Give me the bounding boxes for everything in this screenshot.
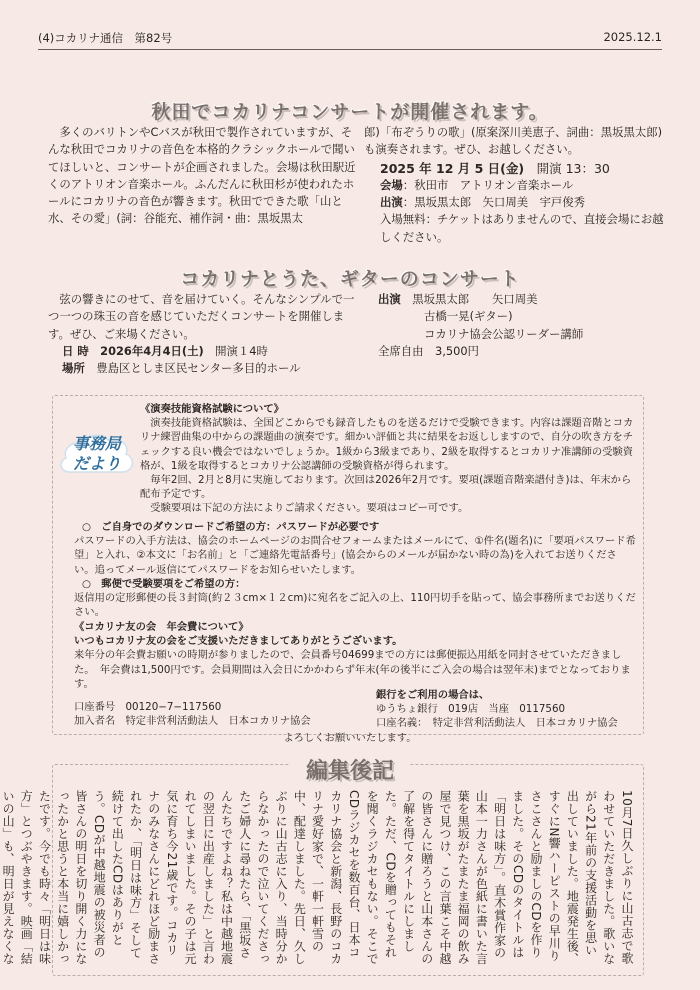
download-section — [74, 520, 636, 577]
editor-note-body — [1, 790, 636, 966]
bank-info — [376, 688, 618, 731]
article1-date: 2025 年 12 月 5 日(金) — [380, 160, 525, 176]
article1-cast-label: 出演 — [380, 195, 403, 210]
article2-open-time: 開演１4時 — [215, 343, 268, 358]
article1-entry: 入場無料：チケットはありませんので、直接会場にお越しください。 — [380, 212, 664, 244]
exam-body-2: 毎年2回、2月と8月に実施しております。次回は2026年2月です。要項(課題音階楽譜付き)は、年末から配布予定です。 — [140, 474, 632, 501]
office-badge-text — [58, 434, 136, 474]
article2-cast-label: 出演 — [378, 292, 401, 306]
article2-date: 2026年4月4日(土) — [100, 343, 204, 358]
mail-title: ○ 郵便で受験要項をご希望の方： — [82, 578, 246, 590]
article2-cast-3: コカリナ協会公認リーダー講師 — [424, 326, 584, 341]
bank-title: 銀行をご利用の場合は、 — [376, 689, 490, 701]
article2-paragraph: 弦の響きにのせて、音を届けていく。そんなシンプルで一つ一つの珠玉の音を感じていただくコンサートを開催します。ぜひ、ご来場ください。 — [48, 292, 355, 341]
article2-venue-row — [48, 360, 358, 377]
exam-section — [140, 402, 635, 516]
article2-venue: 豊島区としま区民センター多目的ホール — [96, 361, 301, 376]
header-divider — [38, 49, 662, 50]
article1-venue-label: 会場 — [380, 177, 403, 192]
article2-body-left — [48, 291, 358, 377]
regards-text: よろしくお願いいたします。 — [283, 732, 417, 744]
article2-title: コカリナとうた、ギターのコンサート — [180, 268, 520, 290]
office-badge-line2: だより — [72, 454, 121, 473]
postal-line-2: 加入者名 特定非営利活動法人 日本コカリナ協会 — [74, 715, 311, 728]
article1-venue: ：秋田市 アトリオン音楽ホール — [402, 177, 574, 192]
office-badge-line1: 事務局 — [72, 434, 121, 453]
article2-cast-1: 黒坂黒太郎 矢口周美 — [412, 292, 538, 306]
bank-line-1: ゆうちょ銀行 019店 当座 0117560 — [376, 703, 566, 716]
editor-note-title: 編集後記 — [290, 754, 410, 785]
fee-body-1: いつもコカリナ友の会をご支援いただきましてありがとうございます。 — [74, 635, 403, 648]
article2-venue-label: 場所 — [62, 361, 85, 376]
editor-note-text: 10月7日久しぶりに山古志で歌わせていただきました。歌いながら21年前の支援活動を思い出していました。地震発生後、すぐにN響ハーピストの早川りさこさんと励ましのCDを作りました。そのCDのタイトルは「明日は味方」。直木賞作家の山本一力さんが色紙に書いた言葉を黒坂がたまたま福岡の飲み屋で見つけ、この言葉こそ中越の皆さんに贈ろうと山本さんの了解を得てタイトルにしました。ただ、CDを贈ってもそれを聞くラジカセもない。そこでCDラジカセを数百台、日本コカリナ協会と新潟、長野のコカリナ愛好家で、一軒一軒雪の中、配達しました。先日、久しぶりに山古志に入り、当時分からなかったので泣いてくださったご婦人に尋ねたら、「黒坂さんたちですよね？私は中越地震の翌日に出産しました」と言われてしまいました。その子は元気に育ち今21歳です。コカリナのみなさんにどれほど励まされたか、「明日は味方」そして続けて出したCDはありがとう。CDが中越地震の被災者の皆さんの明日を切り開く力になったかと思うと本当に嬉しかったです。今でも時々「明日は味方」とつぶやきます。映画「結いの山」も、明日が見えなくな — [1, 790, 634, 965]
mail-section — [74, 577, 636, 620]
article2-cast-row — [378, 291, 678, 308]
postal-info — [74, 700, 311, 728]
exam-body-1: 演奏技能資格試験は、全国どこからでも録音したものを送るだけで受験できます。内容は課題音階とコカリナ練習曲集の中からの課題曲の演奏です。細かい評価と共に結果をお返ししますので、自分の吹き方をチェックする良い機会ではないでしょうか。1級から3級まであり、2級を取得するとコカリナ准講師の受験資格が、1級を取得するとコカリナ公認講師の受験資格が得られます。 — [140, 417, 634, 472]
article2-date-label: 日 時 — [62, 343, 89, 358]
fee-section — [74, 620, 636, 691]
fee-title: 《コカリナ友の会 年会費について》 — [74, 621, 249, 633]
fee-body-2: 来年分の年会費お願いの時期が参りましたので、会員番号04699までの方には郵便振込用紙を同封させていただきました。 年会費は1,500円です。会員期間は入会日にかかわらず年末(年の後半にご入会の場合は翌年末)までとなっております。 — [74, 649, 631, 690]
article1-body-right — [364, 124, 664, 246]
office-badge — [58, 428, 136, 486]
mail-body: 返信用の定形郵便の長３封筒(約２３cm×１２cm)に宛名をご記入の上、110円切手を貼って、協会事務所までお送りください。 — [74, 592, 636, 619]
article1-cast: ：黒坂黒太郎 矢口周美 宇戸俊秀 — [402, 195, 586, 210]
issue-label: (4)コカリナ通信 第82号 — [38, 31, 173, 45]
article1-open-time: 開演 13：30 — [536, 160, 610, 176]
article1-paragraph-left: 多くのバリトンやCバスが秋田で製作されていますが、そんな秋田でコカリナの音色を本格的クラシックホールで聞いてほしいと、コンサートが企画されました。会場は秋田駅近くのアトリオン音楽ホール。ふんだんに秋田杉が使われたホールにコカリナの音色が響きます。秋田でできた歌「山と水、その愛」(詞：谷能充、補作詞・曲：黒坂黒太 — [48, 125, 356, 226]
article2-body-right — [378, 291, 678, 360]
bank-line-2: 口座名義： 特定非営利活動法人 日本コカリナ協会 — [376, 717, 618, 730]
exam-body-3: 受験要項は下記の方法によりご請求ください。要項はコピー可です。 — [150, 502, 469, 515]
article2-cast-2: 古橋一晃(ギター) — [424, 309, 513, 324]
article1-paragraph-right: 郎)「布ぞうりの歌」(原案深川美恵子、詞曲：黒坂黒太郎)も演奏されます。ぜひ、お越しください。 — [364, 125, 663, 157]
article1-title: 秋田でコカリナコンサートが開催されます。 — [151, 101, 549, 123]
article1-body-left — [48, 124, 360, 228]
page-header — [38, 30, 662, 50]
article1-cast-row — [364, 194, 664, 211]
postal-line-1: 口座番号 00120−7−117560 — [74, 701, 222, 713]
article2-price: 全席自由 3,500円 — [378, 343, 479, 358]
article2-date-row — [48, 343, 358, 360]
download-body: パスワードの入手方法は、協会のホームページのお問合せフォームまたはメールにて、①件名(題名)に「要項パスワード希望」と入れ、②本文に「お名前」と「ご連絡先電話番号」(協会からのメールが届かない時の為)を入れてお送りください。追ってメール返信にてパスワードをお知らせいたします。 — [74, 535, 636, 576]
issue-date: 2025.12.1 — [603, 30, 662, 44]
article1-venue-row — [364, 177, 664, 194]
exam-title: 《演奏技能資格試験について》 — [140, 403, 284, 415]
article1-date-row — [364, 160, 664, 177]
download-title: ○ ご自身でのダウンロードご希望の方：パスワードが必要です — [82, 521, 380, 533]
